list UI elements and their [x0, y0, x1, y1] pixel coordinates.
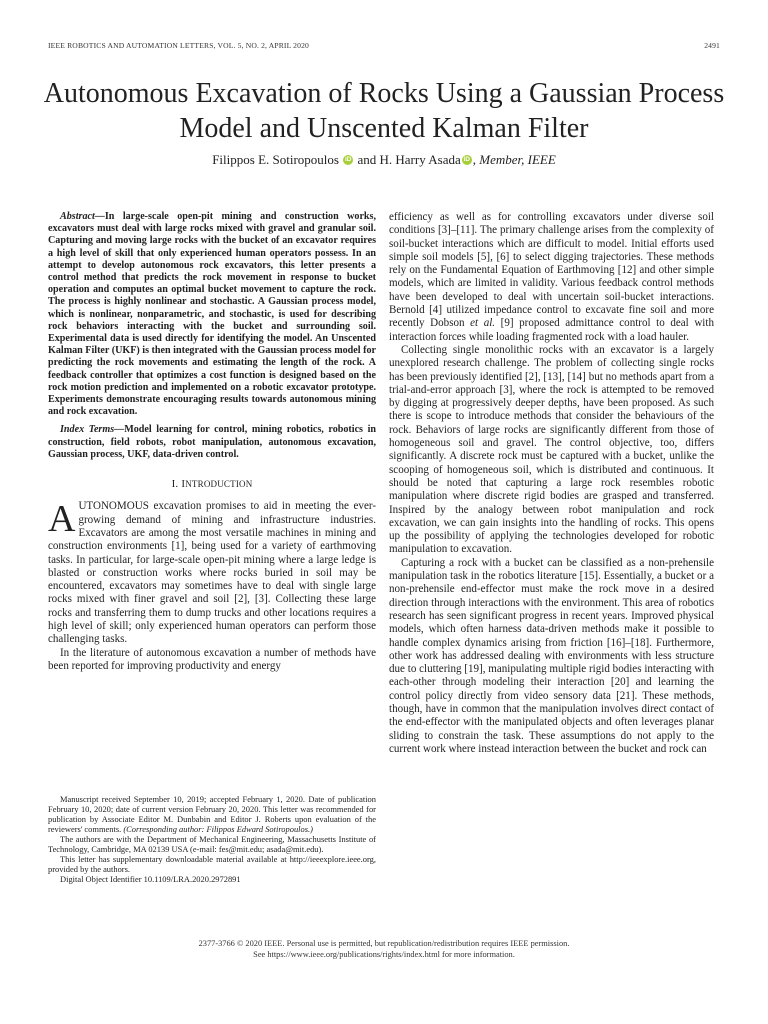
- abstract: [48, 211, 376, 418]
- intro-text: excavation promises to aid in meeting the ever-growing demand of mining and infrastructure industries. Excavators are among the most versatile machines in mining and construction environments [1], being used for a variety of earthmoving tasks. In particular, for large-scale open-pit mining where a large ledge is blasted or construction works where rocks buried in soil may be encountered, excavators may sometimes have to deal with single large rocks mixed with finer gravel and soil [2], [3]. Collecting these large rocks and transferring them to dump trucks and other locations requires a high level of skill; only experienced human operators can perform those challenging tasks.: [48, 500, 376, 646]
- author-membership: , Member, IEEE: [472, 152, 556, 167]
- author-name: Filippos E. Sotiropoulos: [212, 152, 339, 167]
- footnote-received: Manuscript received September 10, 2019; accepted February 1, 2020. Date of publication February 10, 2020; date of current version February 20, 2020. This letter was recommended for publication by Associate Editor M. Dunbabin and Editor J. Roberts upon evaluation of the reviewers' comments. (Corresponding author: Filippos Edward Sotiropoulos.): [48, 794, 376, 835]
- rights-link-line: See https://www.ieee.org/publications/rights/index.html for more information.: [253, 950, 515, 959]
- body-paragraph: efficiency as well as for controlling excavators under diverse soil conditions [3]–[11]. The primary challenge arises from the complexity of soil-bucket interactions which are difficult to model. Initial efforts used simple soil models [5], [6] to select digging trajectories. These methods rely on the Fundamental Equation of Earthmoving [12] and other simple models, which are limited in validity. Various feedback control methods have been developed to deal with uncertain soil-bucket interactions. Bernold [4] utilized impedance control to excavate fine soil and more recently Dobson et al. [9] proposed admittance control to deal with interaction forces while loading fragmented rock with a load hauler.: [389, 211, 714, 343]
- et-al: et al.: [470, 317, 496, 330]
- right-column: [389, 211, 714, 756]
- index-terms-text: Model learning for control, mining robotics, robotics in construction, field robots, robot manipulation, autonomous excavation, Gaussian process, UKF, data-driven control.: [48, 424, 376, 460]
- intro-lead-caps: UTONOMOUS: [78, 500, 149, 513]
- index-terms-label: Index Terms—: [60, 424, 125, 436]
- footnote-doi: Digital Object Identifier 10.1109/LRA.2020.2972891: [60, 874, 241, 885]
- running-header: [48, 41, 720, 53]
- corresponding-author: (Corresponding author: Filippos Edward Sotiropoulos.): [123, 824, 313, 835]
- copyright-notice: [60, 938, 708, 960]
- intro-paragraph: [48, 500, 376, 646]
- drop-cap: A: [48, 498, 76, 541]
- author-connector: and: [357, 152, 377, 167]
- footnote-supplementary: This letter has supplementary downloadable material available at http://ieeexplore.ieee.org, provided by the authors.: [48, 854, 376, 875]
- abstract-text: In large-scale open-pit mining and construction works, excavators must deal with large rocks mixed with gravel and granular soil. Capturing and moving large rocks with the bucket of an excavator requires a high level of skill that only experienced human operators possess. In an attempt to develop autonomous rock excavators, this letter presents a control method that predicts the rock movement in response to bucket operation and computes an optimal bucket movement to capture the rock. The process is highly nonlinear and stochastic. A Gaussian process model, which is nonlinear, nonparametric, and stochastic, is used for describing rock behaviors interacting with the bucket and surrounding soil. Experimental data is used directly for identifying the model. An Unscented Kalman Filter (UKF) is then integrated with the Gaussian process model for predicting the rock movements and estimating the length of the rock. A feedback controller that optimizes a cost function is designed based on the rock motion prediction and implemented on a robotic excavator prototype. Experiments demonstrate encouraging results towards autonomous mining and rock excavation.: [48, 211, 376, 418]
- abstract-label: Abstract—: [60, 211, 105, 222]
- paper-title: Autonomous Excavation of Rocks Using a Gaussian Process Model and Unscented Kalman Filter: [43, 78, 725, 144]
- section-heading: [48, 478, 376, 491]
- section-title-initial: I: [181, 478, 186, 491]
- left-column: [48, 211, 376, 673]
- orcid-icon[interactable]: iD: [463, 156, 470, 163]
- copyright-line: 2377-3766 © 2020 IEEE. Personal use is permitted, but republication/redistribution requires IEEE permission.: [198, 939, 570, 948]
- body-paragraph: Capturing a rock with a bucket can be classified as a non-prehensile manipulation task in the robotics literature [15]. Essentially, a bucket or a non-prehensile end-effector must make the rock move in a desired direction through interactions with the environment. This area of robotics research has seen significant progress in recent years. Improved physical models, which often harness data-driven methods make it possible to handle complex dynamics arising from friction [16]–[18]. Furthermore, other work has addressed dealing with environments with less structure due to cluttering [19], manipulating multiple rigid bodies interacting with each-other through modeling their interaction [20] and learning the control policy directly from video sensory data [21]. These methods, though, have in common that the manipulation involves direct contact of the end-effector with the manipulated objects and often leverages planar sliding to constrain the task. These assumptions do not apply to the current work where instead interaction between the bucket and rock can: [389, 556, 714, 755]
- footnotes: [48, 794, 376, 884]
- journal-citation: IEEE ROBOTICS AND AUTOMATION LETTERS, VOL. 5, NO. 2, APRIL 2020: [48, 41, 309, 50]
- body-paragraph: In the literature of autonomous excavation a number of methods have been reported for improving productivity and energy: [48, 646, 376, 672]
- orcid-icon[interactable]: iD: [344, 156, 352, 163]
- author-name: H. Harry Asada: [379, 152, 461, 167]
- index-terms: [48, 424, 376, 461]
- footnote-affiliation: The authors are with the Department of Mechanical Engineering, Massachusetts Institute of Technology, Cambridge, MA 02139 USA (e-mail: fes@mit.edu; asada@mit.edu).: [48, 834, 376, 855]
- page-number: 2491: [704, 41, 720, 50]
- author-line: [60, 152, 708, 168]
- section-number: I.: [171, 478, 179, 491]
- section-title-rest: NTRODUCTION: [185, 479, 253, 490]
- body-paragraph: Collecting single monolithic rocks with an excavator is a largely unexplored research challenge. The problem of collecting single rocks has been previously identified [2], [13], [14] but no methods apart from a trial-and-error approach [3], where the rock is attempted to be removed by digging at progressively deeper depths, have been proposed. As such there is scope to introduce methods that consider the behaviours of the rock. Behaviors of large rocks are significantly different from those of homogeneous soil and gravel. The control objective, too, differs significantly. A discrete rock must be captured with a bucket, unlike the scooping of homogeneous soil, which is distributed and continuous. It should be noted that capturing a large rock resembles robotic manipulation where discrete rigid bodies are grasped and transferred. Inspired by the analogy between robot manipulation and rock excavation, we can gain insights into the handling of rocks. This opens up the possibility of applying the technologies developed for robotic manipulation to excavation.: [389, 343, 714, 556]
